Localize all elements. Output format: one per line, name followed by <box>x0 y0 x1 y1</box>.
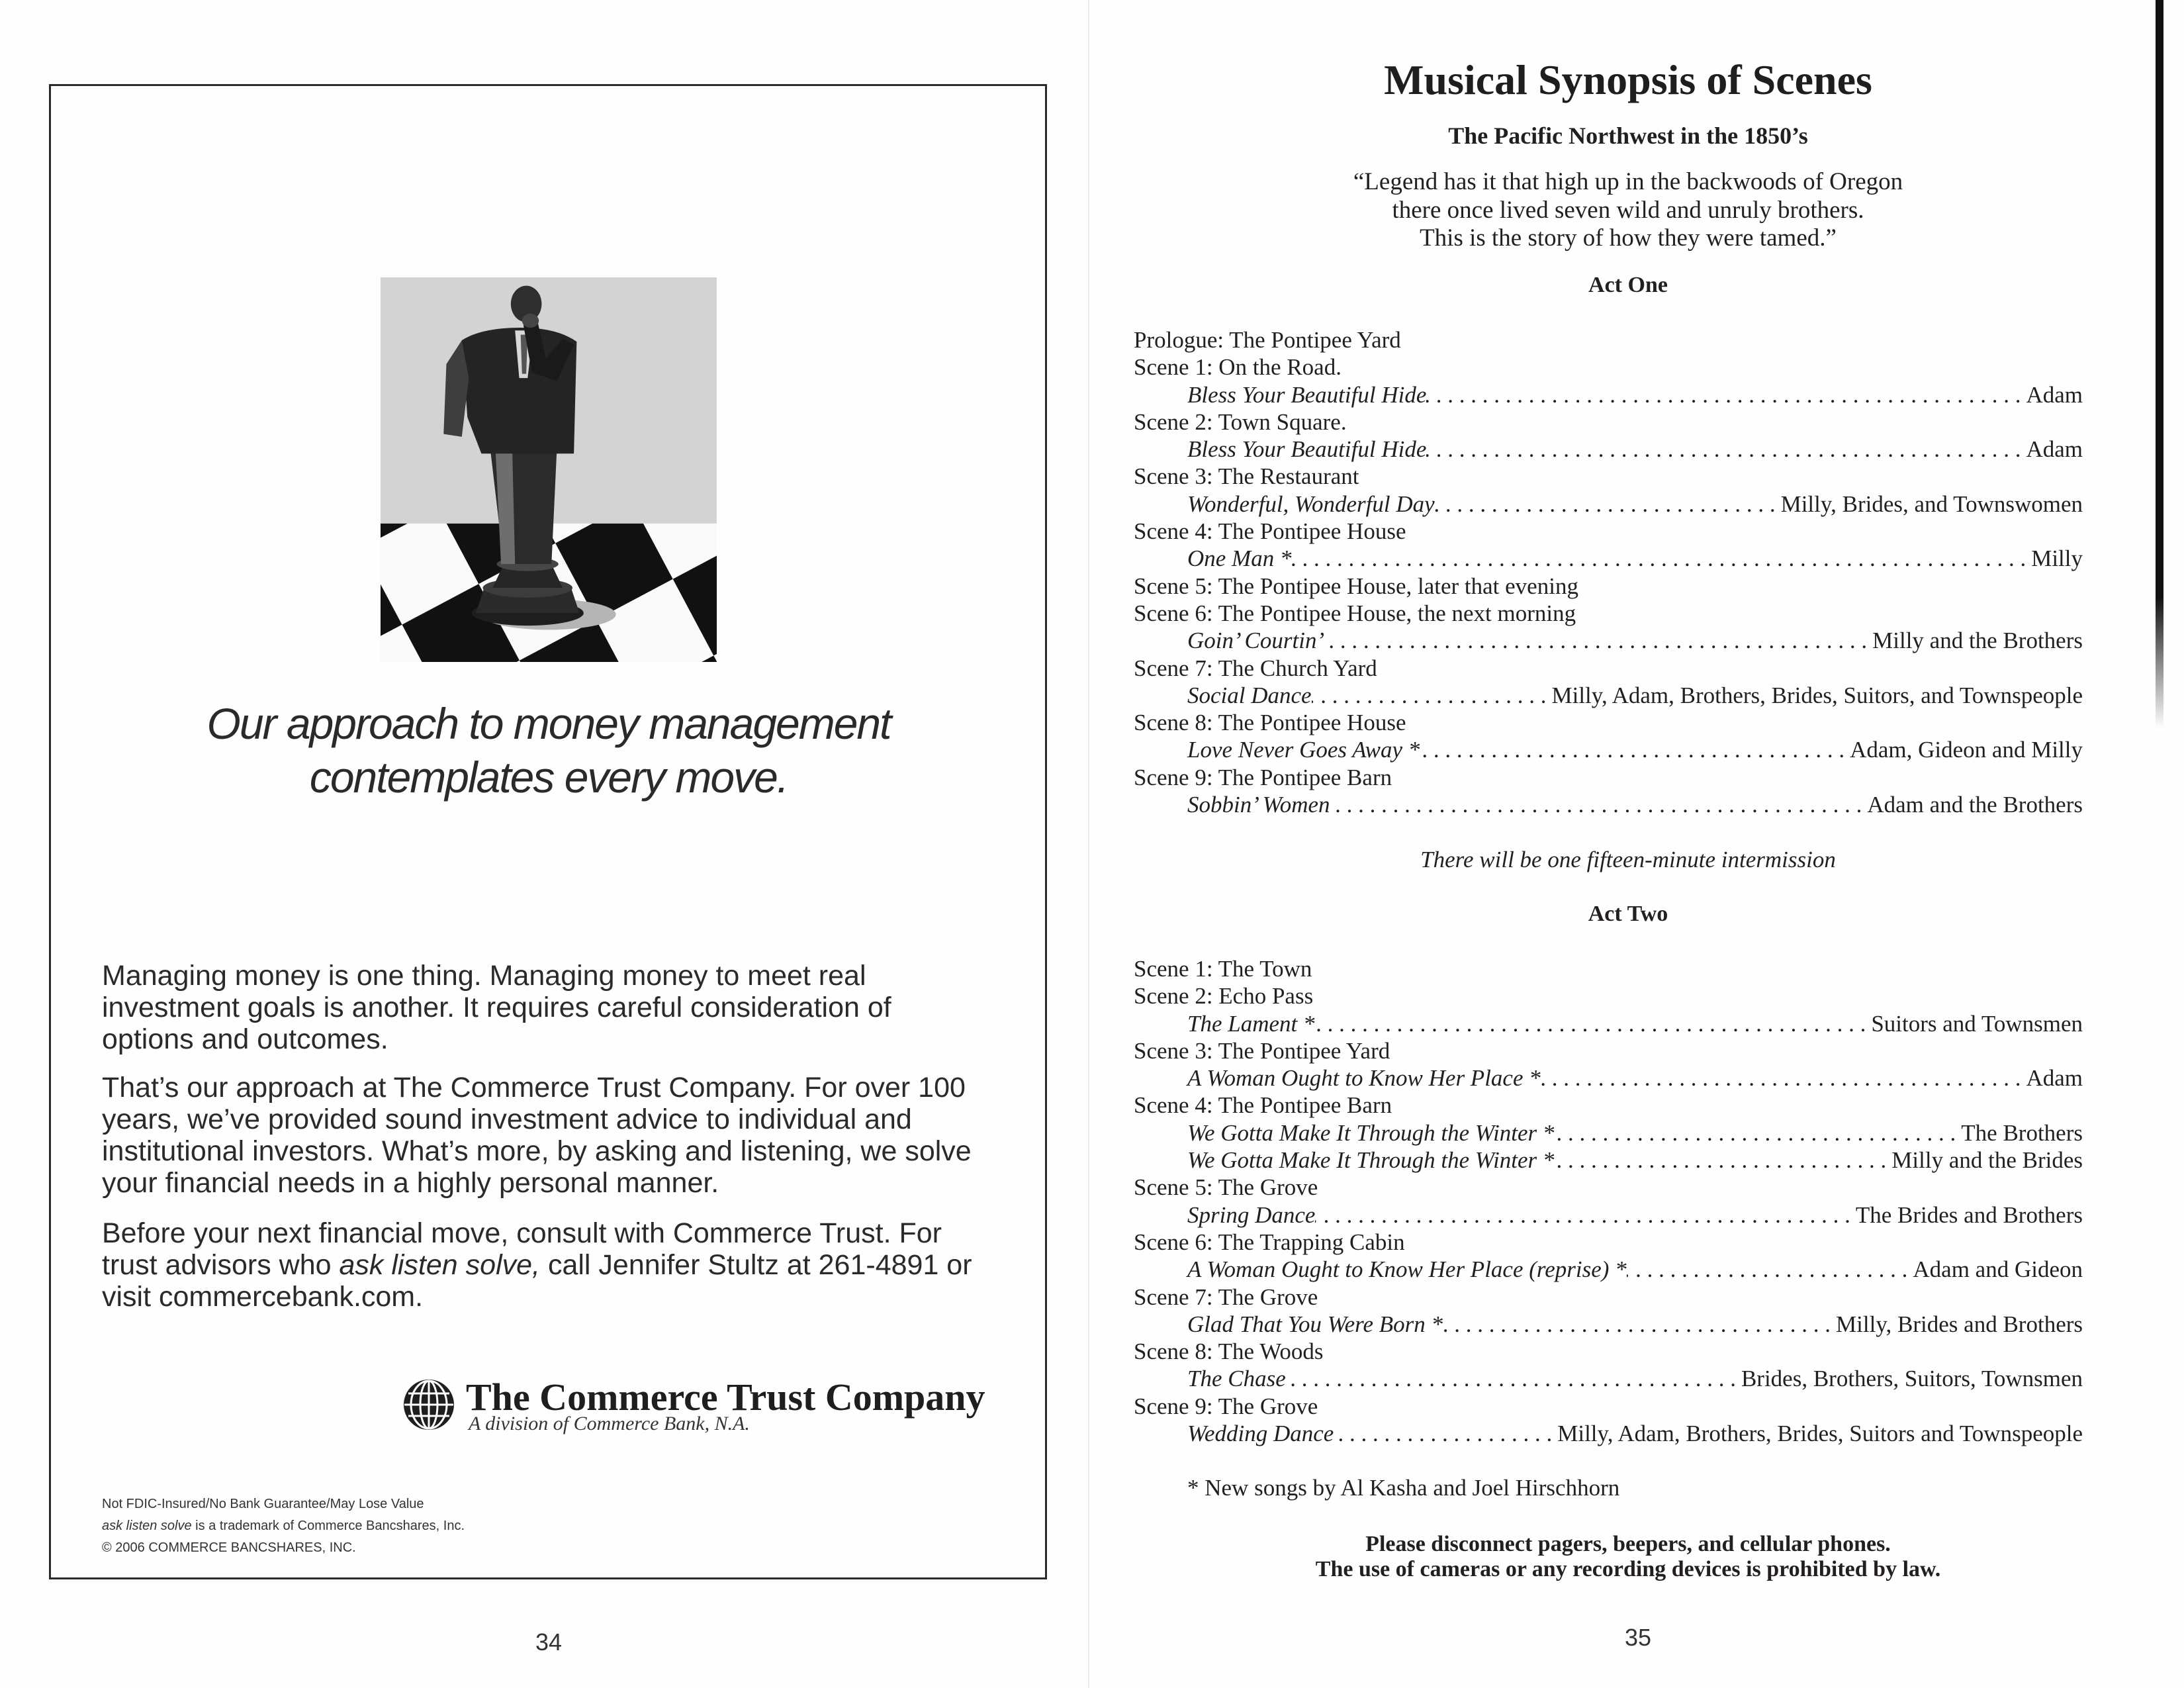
body-line: years, we’ve provided sound investment advice to individual and <box>102 1103 912 1135</box>
legend-quote <box>1264 168 1992 253</box>
dot-leader <box>1420 736 1850 763</box>
song-performers: Adam <box>2026 436 2083 463</box>
fine-print-line: Not FDIC-Insured/No Bank Guarantee/May Lose Value <box>102 1497 424 1511</box>
song-performers: Milly, Adam, Brothers, Brides, Suitors and Townspeople <box>1557 1421 2083 1447</box>
headline-line: contemplates every move. <box>309 753 788 802</box>
scene-row: Prologue: The Pontipee Yard <box>1134 327 1401 353</box>
song-row <box>1134 1365 2083 1392</box>
scene-row: Scene 4: The Pontipee Barn <box>1134 1092 1392 1119</box>
song-title: A Woman Ought to Know Her Place * <box>1187 1065 1541 1092</box>
dot-leader <box>1291 545 2031 572</box>
scene-row: Scene 5: The Grove <box>1134 1174 1318 1201</box>
song-performers: Adam <box>2026 1065 2083 1092</box>
song-title: We Gotta Make It Through the Winter * <box>1187 1119 1555 1146</box>
scene-row: Scene 2: Echo Pass <box>1134 983 1314 1009</box>
song-row <box>1134 545 2083 572</box>
globe-icon <box>403 1379 455 1430</box>
song-title: Glad That You Were Born * <box>1187 1311 1443 1337</box>
scene-row: Scene 9: The Grove <box>1134 1393 1318 1419</box>
chess-piece-illustration <box>381 277 717 662</box>
right-page-synopsis <box>1092 0 2184 1688</box>
song-performers: Milly, Adam, Brothers, Brides, Suitors, and Townspeople <box>1551 682 2083 708</box>
scene-row: Scene 1: On the Road. <box>1134 354 1342 381</box>
song-row <box>1134 1420 2083 1447</box>
dot-leader <box>1554 1119 1961 1147</box>
song-performers: Milly, Brides, and Townswomen <box>1780 491 2083 517</box>
fine-print <box>102 1493 465 1559</box>
body-line: visit commercebank.com. <box>102 1281 424 1313</box>
dot-leader <box>1315 1201 1855 1229</box>
song-performers: Adam, Gideon and Milly <box>1850 737 2083 763</box>
scene-row: Scene 8: The Pontipee House <box>1134 710 1406 736</box>
song-row <box>1134 1064 2083 1092</box>
dot-leader <box>1435 491 1781 518</box>
scene-row: Scene 1: The Town <box>1134 956 1312 982</box>
song-performers: Milly and the Brothers <box>1872 628 2083 654</box>
song-row <box>1134 436 2083 463</box>
audience-notice <box>1264 1532 1992 1582</box>
dot-leader <box>1312 682 1552 709</box>
body-text: trust advisors who <box>102 1249 340 1281</box>
song-title: We Gotta Make It Through the Winter * <box>1187 1147 1555 1174</box>
dot-leader <box>1541 1064 2026 1092</box>
song-title: One Man * <box>1187 545 1292 572</box>
song-row <box>1134 682 2083 709</box>
song-title: Wonderful, Wonderful Day <box>1187 491 1435 517</box>
song-title: Social Dance <box>1187 682 1312 708</box>
song-performers: Milly, Brides and Brothers <box>1836 1311 2083 1337</box>
song-title: Love Never Goes Away * <box>1187 737 1420 763</box>
setting-subtitle: The Pacific Northwest in the 1850’s <box>1448 122 1808 149</box>
body-line: institutional investors. What’s more, by asking and listening, we solve <box>102 1135 972 1167</box>
song-row <box>1134 1147 2083 1174</box>
song-row <box>1134 491 2083 518</box>
scene-row: Scene 2: Town Square. <box>1134 408 1347 435</box>
fine-print-text: is a trademark of Commerce Bancshares, Inc. <box>191 1519 465 1533</box>
scene-row: Scene 7: The Church Yard <box>1134 655 1377 681</box>
song-row <box>1134 1010 2083 1037</box>
body-line <box>102 1249 1042 1281</box>
dot-leader <box>1324 627 1872 654</box>
binding-shadow <box>2156 0 2163 728</box>
body-line: That’s our approach at The Commerce Trust Company. For over 100 <box>102 1072 966 1103</box>
song-title: Spring Dance <box>1187 1201 1316 1228</box>
dot-leader <box>1334 1420 1557 1447</box>
ad-paragraph-2 <box>102 1072 1042 1199</box>
ad-paragraph-1 <box>102 960 1042 1055</box>
act-one-scene-list <box>1134 326 2083 818</box>
ad-paragraph-3 <box>102 1217 1042 1313</box>
song-performers: Milly <box>2031 545 2083 572</box>
song-performers: Adam and Gideon <box>1913 1256 2083 1283</box>
song-performers: The Brothers <box>1961 1119 2083 1146</box>
song-title: Wedding Dance <box>1187 1421 1334 1447</box>
scene-row: Scene 7: The Grove <box>1134 1284 1318 1310</box>
song-row <box>1134 791 2083 818</box>
intermission-note: There will be one fifteen-minute intermission <box>1420 847 1836 872</box>
song-performers: Suitors and Townsmen <box>1871 1010 2083 1037</box>
dot-leader <box>1627 1256 1913 1283</box>
act-two-scene-list <box>1134 955 2083 1447</box>
dot-leader <box>1443 1311 1836 1338</box>
song-performers: Adam <box>2026 381 2083 408</box>
song-row <box>1134 1119 2083 1147</box>
dot-leader <box>1315 1010 1872 1037</box>
notice-line: Please disconnect pagers, beepers, and cellular phones. <box>1365 1532 1891 1556</box>
scene-row: Scene 8: The Woods <box>1134 1338 1324 1365</box>
quote-line: This is the story of how they were tamed.” <box>1420 224 1837 252</box>
dot-leader <box>1426 381 2026 408</box>
song-performers: Brides, Brothers, Suitors, Townsmen <box>1741 1366 2083 1392</box>
song-row <box>1134 381 2083 408</box>
song-performers: The Brides and Brothers <box>1855 1201 2083 1228</box>
page-title: Musical Synopsis of Scenes <box>1384 56 1872 103</box>
song-title: Sobbin’ Women <box>1187 792 1330 818</box>
scene-row: Scene 3: The Restaurant <box>1134 463 1359 490</box>
song-title: Bless Your Beautiful Hide <box>1187 381 1427 408</box>
act-one-heading: Act One <box>1588 273 1668 297</box>
new-songs-footnote: * New songs by Al Kasha and Joel Hirschhorn <box>1187 1475 1620 1501</box>
headline-line: Our approach to money management <box>206 699 891 748</box>
fine-print-line: © 2006 COMMERCE BANCSHARES, INC. <box>102 1540 356 1555</box>
company-tagline: A division of Commerce Bank, N.A. <box>469 1413 750 1434</box>
page-number: 34 <box>535 1628 563 1656</box>
page-number: 35 <box>1624 1624 1652 1651</box>
body-line: options and outcomes. <box>102 1023 388 1055</box>
slogan-text: ask listen solve, <box>339 1249 540 1281</box>
song-row <box>1134 736 2083 763</box>
scene-row: Scene 9: The Pontipee Barn <box>1134 764 1392 790</box>
quote-line: “Legend has it that high up in the backwoods of Oregon <box>1353 168 1903 195</box>
notice-line: The use of cameras or any recording devices is prohibited by law. <box>1315 1557 1941 1581</box>
dot-leader <box>1286 1365 1741 1392</box>
scene-row: Scene 6: The Trapping Cabin <box>1134 1229 1405 1255</box>
quote-line: there once lived seven wild and unruly brothers. <box>1392 196 1864 224</box>
song-title: A Woman Ought to Know Her Place (reprise) * <box>1187 1256 1627 1283</box>
dot-leader <box>1554 1147 1891 1174</box>
song-title: Bless Your Beautiful Hide <box>1187 436 1427 463</box>
body-line: investment goals is another. It requires careful consideration of <box>102 992 891 1023</box>
ad-headline <box>152 697 946 804</box>
company-name: The Commerce Trust Company <box>466 1376 985 1419</box>
body-text: call Jennifer Stultz at 261-4891 or <box>540 1249 972 1281</box>
song-title: Goin’ Courtin’ <box>1187 628 1325 654</box>
body-line: Managing money is one thing. Managing money to meet real <box>102 960 866 992</box>
slogan-text: ask listen solve <box>102 1519 192 1533</box>
song-row <box>1134 627 2083 654</box>
song-performers: Milly and the Brides <box>1891 1147 2083 1174</box>
fine-print-line <box>102 1515 465 1537</box>
scene-row: Scene 6: The Pontipee House, the next morning <box>1134 600 1576 626</box>
scene-row: Scene 5: The Pontipee House, later that evening <box>1134 573 1578 599</box>
body-line: Before your next financial move, consult with Commerce Trust. For <box>102 1217 942 1249</box>
song-title: The Chase <box>1187 1366 1286 1392</box>
song-row <box>1134 1311 2083 1338</box>
scene-row: Scene 4: The Pontipee House <box>1134 518 1406 545</box>
dot-leader <box>1426 436 2026 463</box>
scene-row: Scene 3: The Pontipee Yard <box>1134 1037 1390 1064</box>
act-two-heading: Act Two <box>1588 902 1668 926</box>
song-performers: Adam and the Brothers <box>1867 792 2083 818</box>
body-line: your financial needs in a highly personal manner. <box>102 1167 719 1199</box>
song-row <box>1134 1201 2083 1229</box>
song-title: The Lament * <box>1187 1010 1315 1037</box>
song-row <box>1134 1256 2083 1283</box>
dot-leader <box>1330 791 1868 818</box>
